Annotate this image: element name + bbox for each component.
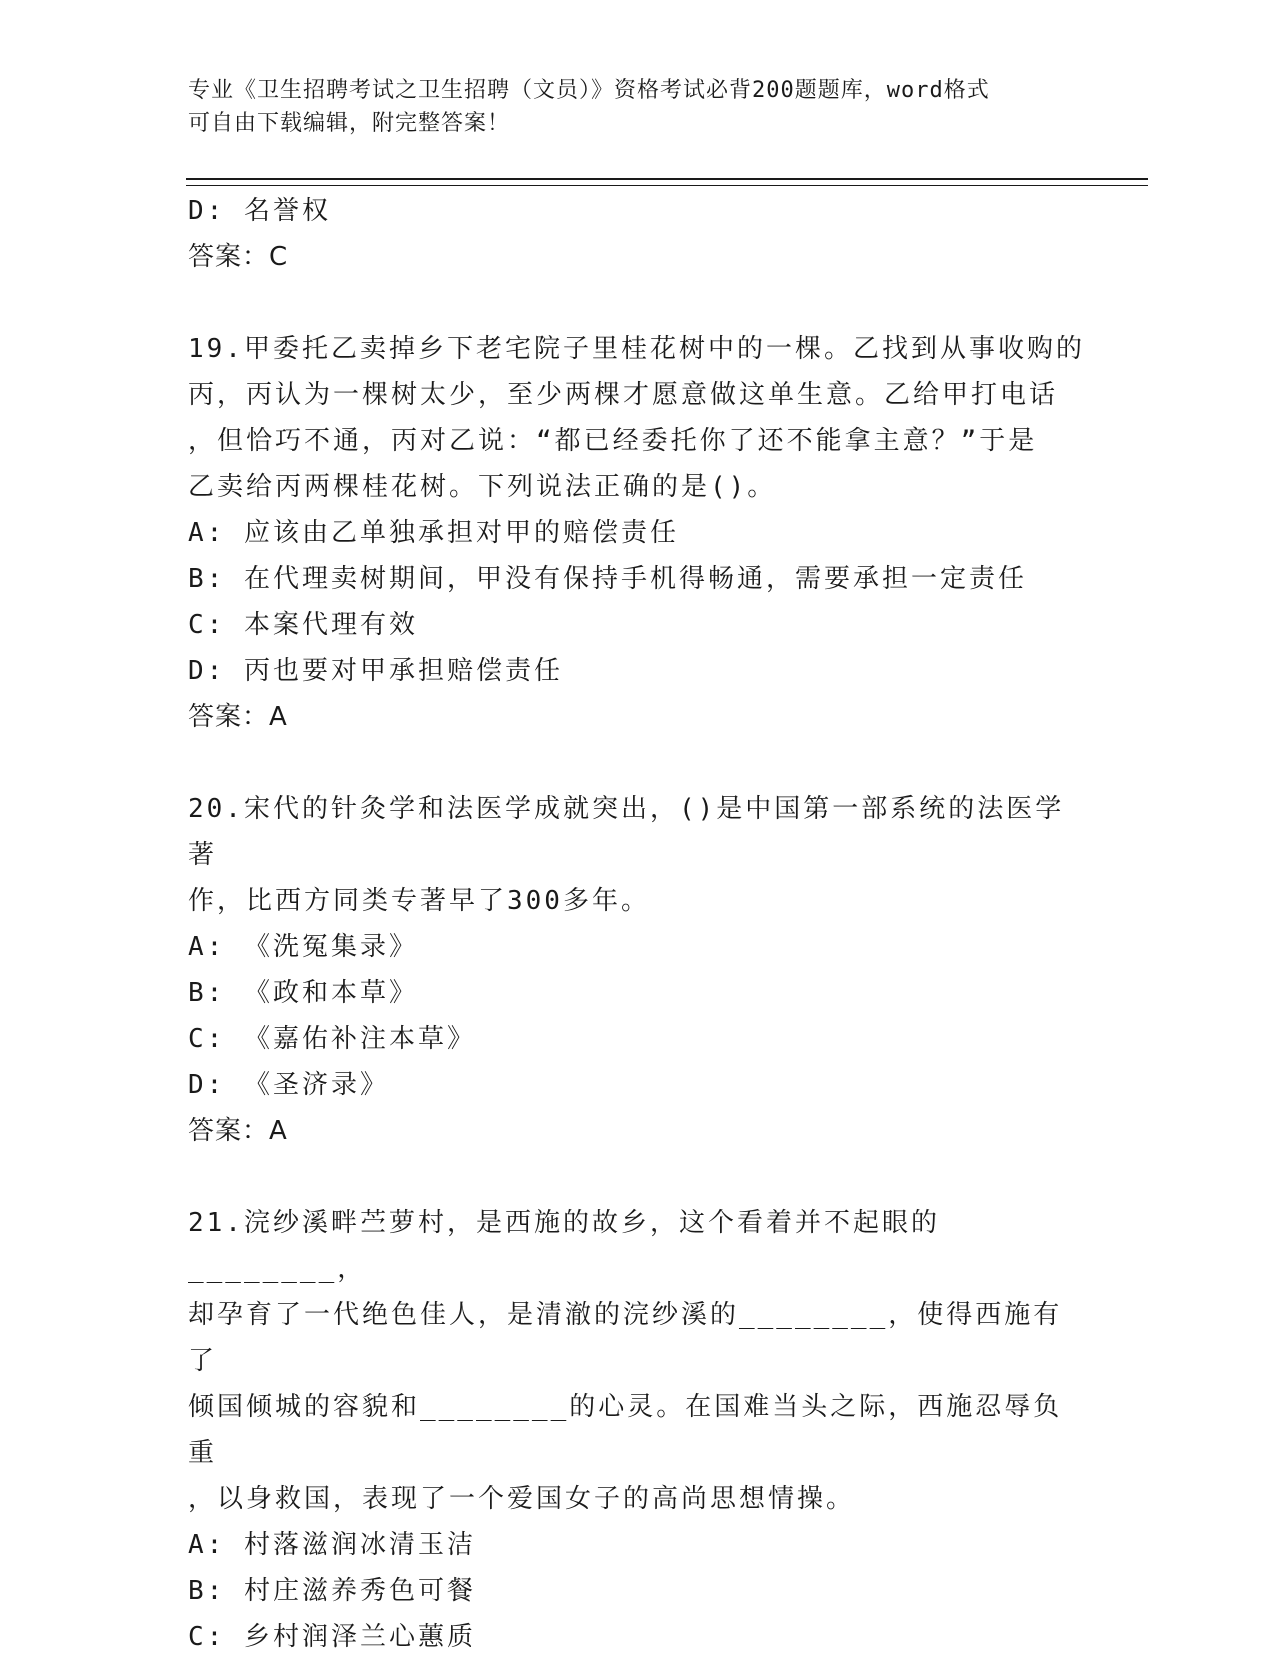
question-stem-line: 丙，丙认为一棵树太少，至少两棵才愿意做这单生意。乙给甲打电话 (188, 380, 1059, 410)
question-stem-line: 乙卖给丙两棵桂花树。下列说法正确的是()。 (188, 472, 777, 502)
option-c: C: 《嘉佑补注本草》 (188, 1024, 476, 1054)
option-c: C: 本案代理有效 (188, 610, 418, 640)
option-a: A: 村落滋润冰清玉洁 (188, 1530, 476, 1560)
option-b: B: 村庄滋养秀色可餐 (188, 1576, 476, 1606)
question-20 (188, 786, 1088, 1154)
option-d: D: 丙也要对甲承担赔偿责任 (188, 656, 563, 686)
question-stem-line: 倾国倾城的容貌和________的心灵。在国难当头之际，西施忍辱负重 (188, 1392, 1063, 1468)
option-a: A: 应该由乙单独承担对甲的赔偿责任 (188, 518, 679, 548)
option-b: B: 在代理卖树期间，甲没有保持手机得畅通，需要承担一定责任 (188, 564, 1027, 594)
question-19 (188, 326, 1088, 740)
answer: 答案：A (188, 1116, 288, 1146)
question-stem-line: ，但恰巧不通，丙对乙说：“都已经委托你了还不能拿主意？”于是 (188, 426, 1038, 456)
header-line-1: 专业《卫生招聘考试之卫生招聘（文员）》资格考试必背200题题库，word格式 (188, 78, 990, 103)
header-divider (186, 178, 1148, 186)
document-body (188, 188, 1088, 1660)
option-c: C: 乡村润泽兰心蕙质 (188, 1622, 476, 1652)
question-stem-line: 20.宋代的针灸学和法医学成就突出，()是中国第一部系统的法医学著 (188, 794, 1065, 870)
question-stem-line: 19.甲委托乙卖掉乡下老宅院子里桂花树中的一棵。乙找到从事收购的 (188, 334, 1085, 364)
question-stem-line: 却孕育了一代绝色佳人，是清澈的浣纱溪的________，使得西施有了 (188, 1300, 1063, 1376)
question-stem-line: 作，比西方同类专著早了300多年。 (188, 886, 650, 916)
question-stem-line: ，以身救国，表现了一个爱国女子的高尚思想情操。 (188, 1484, 856, 1514)
answer: 答案：A (188, 702, 288, 732)
prev-answer: 答案：C (188, 242, 289, 272)
question-21 (188, 1200, 1088, 1660)
option-b: B: 《政和本草》 (188, 978, 418, 1008)
question-stem-line: 21.浣纱溪畔苎萝村，是西施的故乡，这个看着并不起眼的________， (188, 1208, 940, 1284)
option-a: A: 《洗冤集录》 (188, 932, 418, 962)
page-header (188, 74, 1068, 140)
header-line-2: 可自由下载编辑，附完整答案！ (188, 111, 511, 136)
option-d: D: 《圣济录》 (188, 1070, 389, 1100)
prev-option-d: D: 名誉权 (188, 196, 331, 226)
